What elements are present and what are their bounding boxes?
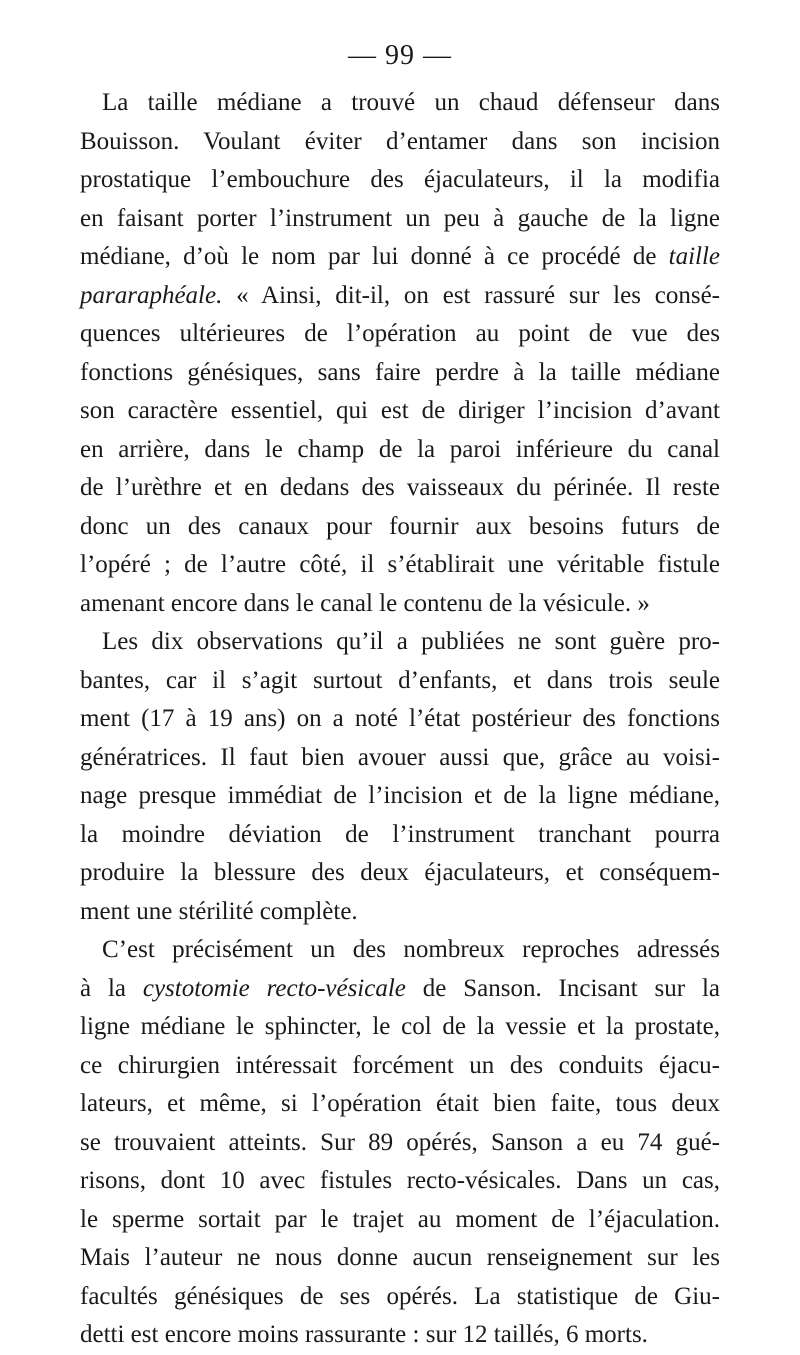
text-line: donc un des canaux pour fournir aux besoins futurs de bbox=[80, 512, 720, 540]
text-line: se trouvaient atteints. Sur 89 opérés, Sanson a eu 74 gué- bbox=[80, 1128, 720, 1156]
italic-term: pararaphéale. bbox=[80, 281, 223, 309]
text-line: amenant encore dans le canal le contenu de la vésicule. » bbox=[80, 589, 650, 617]
text-line: lateurs, et même, si l’opération était bien faite, tous deux bbox=[80, 1090, 720, 1117]
text-line: quences ultérieures de l’opération au point de vue des bbox=[80, 320, 720, 347]
text-line: ce chirurgien intéressait forcément un des conduits éjacu- bbox=[80, 1051, 720, 1079]
text-line: génératrices. Il faut bien avouer aussi que, grâce au voisi- bbox=[80, 743, 720, 771]
text-line: le sperme sortait par le trajet au moment de l’éjaculation. bbox=[80, 1205, 720, 1233]
text-line: la moindre déviation de l’instrument tranchant pourra bbox=[80, 820, 720, 848]
text-line: La taille médiane a trouvé un chaud défenseur dans bbox=[102, 89, 720, 116]
text-line: Mais l’auteur ne nous donne aucun renseignement sur les bbox=[80, 1244, 720, 1271]
page-number: — 99 — bbox=[348, 40, 452, 71]
text-line: fonctions génésiques, sans faire perdre à la taille médiane bbox=[80, 358, 720, 386]
text-line bbox=[80, 970, 720, 1009]
text-line: C’est précisément un des nombreux reproches adressés bbox=[102, 936, 720, 963]
text-line: produire la blessure des deux éjaculateurs, et conséquem- bbox=[80, 859, 720, 886]
text-line: risons, dont 10 avec fistules recto-vésicales. Dans un cas, bbox=[80, 1167, 720, 1194]
text-fragment: « Ainsi, dit-il, on est rassuré sur les consé- bbox=[222, 281, 720, 309]
text-line: de l’urèthre et en dedans des vaisseaux du périnée. Il reste bbox=[80, 474, 720, 501]
text-line: l’opéré ; de l’autre côté, il s’établirait une véritable fistule bbox=[80, 551, 720, 578]
text-line: en faisant porter l’instrument un peu à gauche de la ligne bbox=[80, 204, 720, 232]
text-line: en arrière, dans le champ de la paroi inférieure du canal bbox=[80, 435, 720, 463]
text-line: Les dix observations qu’il a publiées ne sont guère pro- bbox=[102, 628, 720, 655]
text-line: bantes, car il s’agit surtout d’enfants, et dans trois seule bbox=[80, 666, 720, 694]
text-line: nage presque immédiat de l’incision et de la ligne médiane, bbox=[80, 782, 720, 809]
text-line: son caractère essentiel, qui est de diriger l’incision d’avant bbox=[80, 397, 720, 424]
text-line bbox=[80, 277, 720, 316]
text-line bbox=[80, 238, 720, 277]
text-fragment: de Sanson. Incisant sur la bbox=[422, 974, 721, 1002]
text-fragment: à la bbox=[80, 974, 126, 1002]
body-text bbox=[80, 84, 720, 1355]
text-line: detti est encore moins rassurante : sur 12 taillés, 6 morts. bbox=[80, 1321, 648, 1348]
text-line: ligne médiane le sphincter, le col de la vessie et la prostate, bbox=[80, 1013, 720, 1040]
text-line: Bouisson. Voulant éviter d’entamer dans son incision bbox=[80, 127, 720, 155]
text-line: facultés génésiques de ses opérés. La statistique de Giu- bbox=[80, 1282, 720, 1310]
text-fragment: médiane, d’où le nom par lui donné à ce procédé de bbox=[80, 243, 657, 270]
text-line: ment (17 à 19 ans) on a noté l’état postérieur des fonctions bbox=[80, 705, 720, 732]
text-line: ment une stérilité complète. bbox=[80, 897, 358, 925]
italic-term: cystotomie recto-vésicale bbox=[142, 974, 406, 1002]
italic-term: taille bbox=[668, 243, 721, 270]
text-line: prostatique l’embouchure des éjaculateurs, il la modifia bbox=[80, 166, 720, 193]
